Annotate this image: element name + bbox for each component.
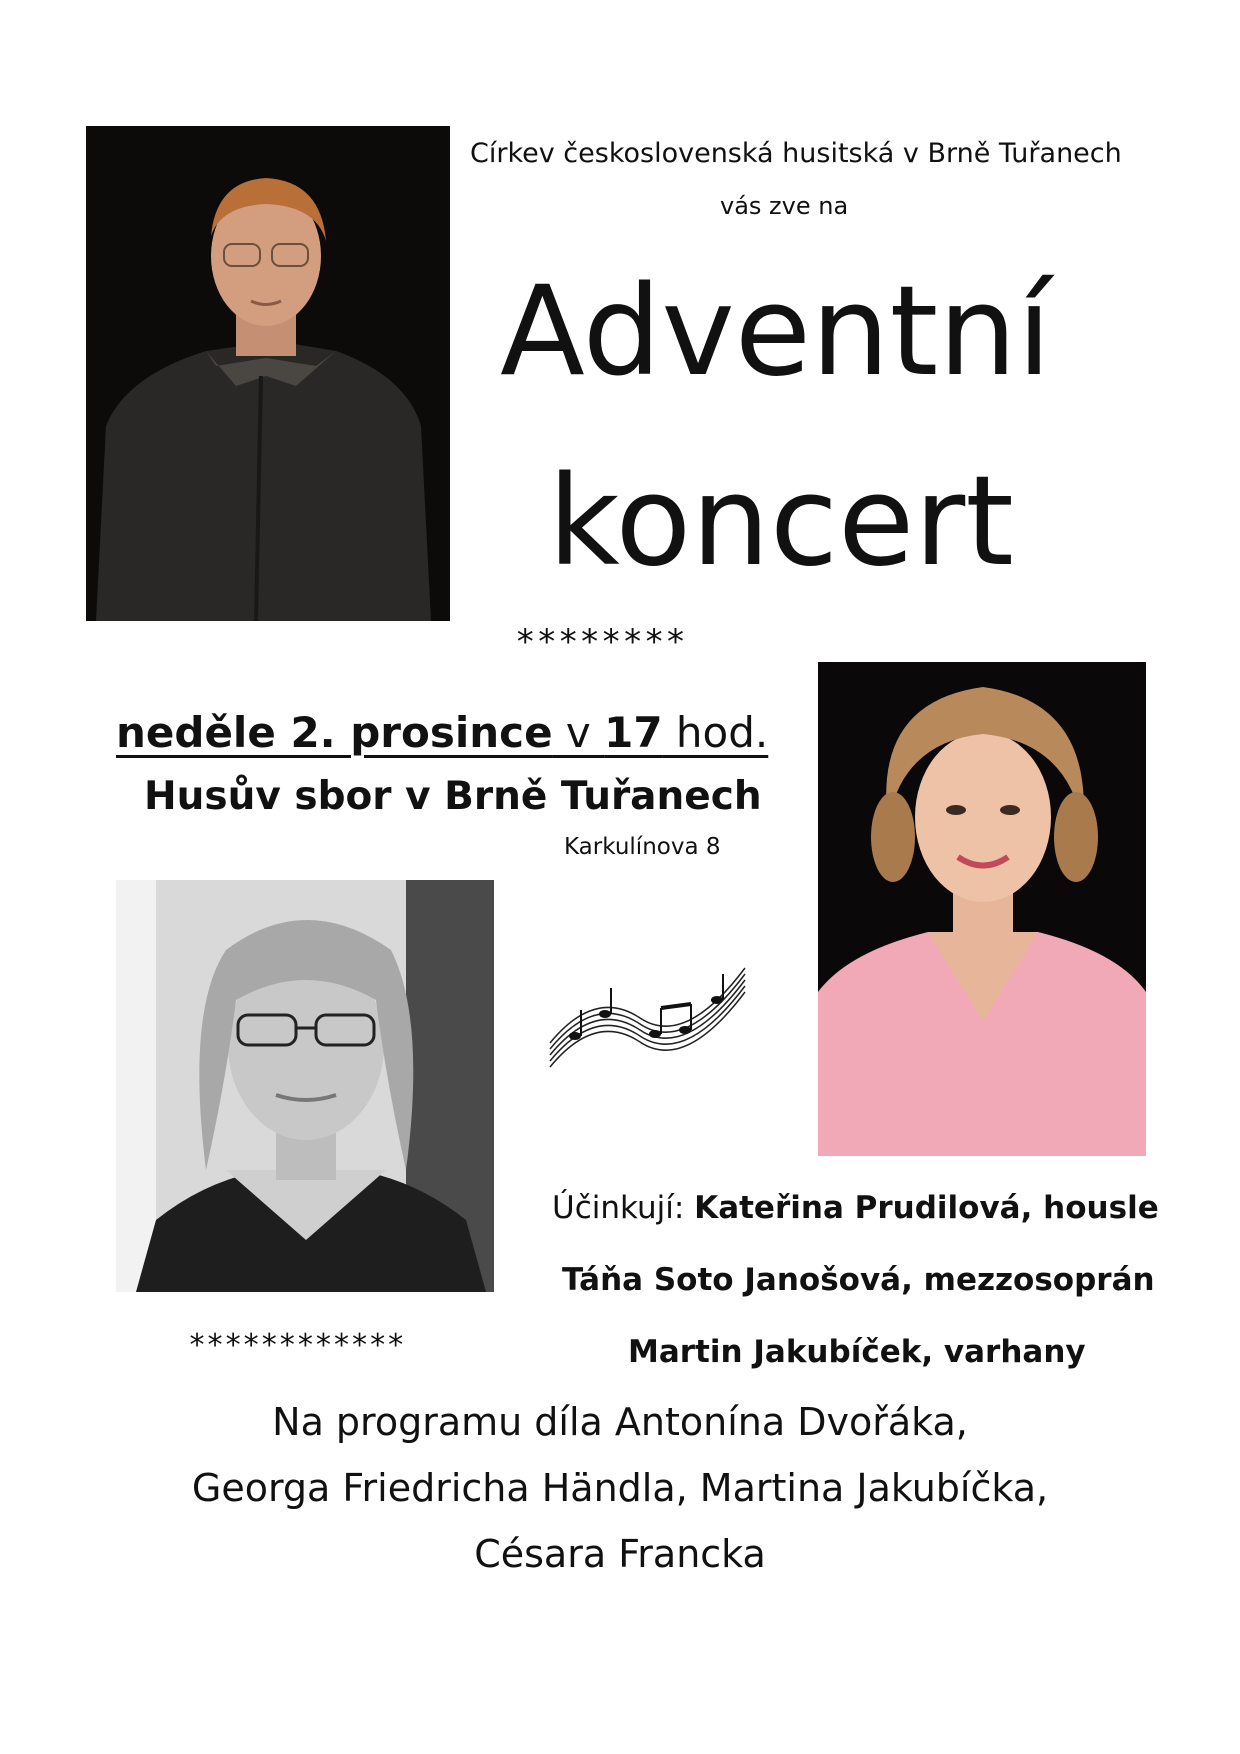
event-date — [116, 708, 768, 757]
photo-performer-woman-bw — [116, 880, 494, 1292]
event-address: Karkulínova 8 — [564, 834, 721, 860]
separator-top: ******** — [515, 622, 687, 662]
photo-performer-man — [86, 126, 450, 621]
event-date-suffix: hod. — [662, 708, 769, 757]
performer-3-role: , varhany — [921, 1334, 1086, 1370]
performer-1-name: Kateřina Prudilová — [694, 1190, 1021, 1226]
performer-3 — [628, 1334, 1086, 1370]
performer-1 — [552, 1190, 1159, 1226]
separator-bottom: ************ — [188, 1328, 405, 1363]
photo-performer-woman-pink — [818, 662, 1146, 1156]
event-date-day: neděle 2. prosince — [116, 708, 553, 757]
performer-2-role: , mezzosoprán — [901, 1262, 1155, 1298]
program-line-2: Georga Friedricha Händla, Martina Jakubíčka, — [191, 1466, 1049, 1510]
title-line-1: Adventní — [500, 260, 1052, 404]
invite-text: vás zve na — [720, 192, 849, 220]
music-notes-icon — [545, 948, 750, 1073]
performer-3-name: Martin Jakubíček — [628, 1334, 922, 1370]
program-line-1: Na programu díla Antonína Dvořáka, — [272, 1400, 968, 1444]
event-date-at: v — [552, 708, 605, 757]
event-date-hour: 17 — [604, 708, 663, 757]
performers-intro: Účinkují: — [552, 1190, 695, 1226]
performer-2 — [562, 1262, 1155, 1298]
program-line-3: Césara Francka — [474, 1532, 766, 1576]
organizer-text: Církev československá husitská v Brně Tuřanech — [470, 138, 1122, 169]
event-venue: Husův sbor v Brně Tuřanech — [144, 774, 762, 819]
title-line-2: koncert — [548, 450, 1014, 594]
performer-1-role: , housle — [1020, 1190, 1159, 1226]
performer-2-name: Táňa Soto Janošová — [562, 1262, 902, 1298]
